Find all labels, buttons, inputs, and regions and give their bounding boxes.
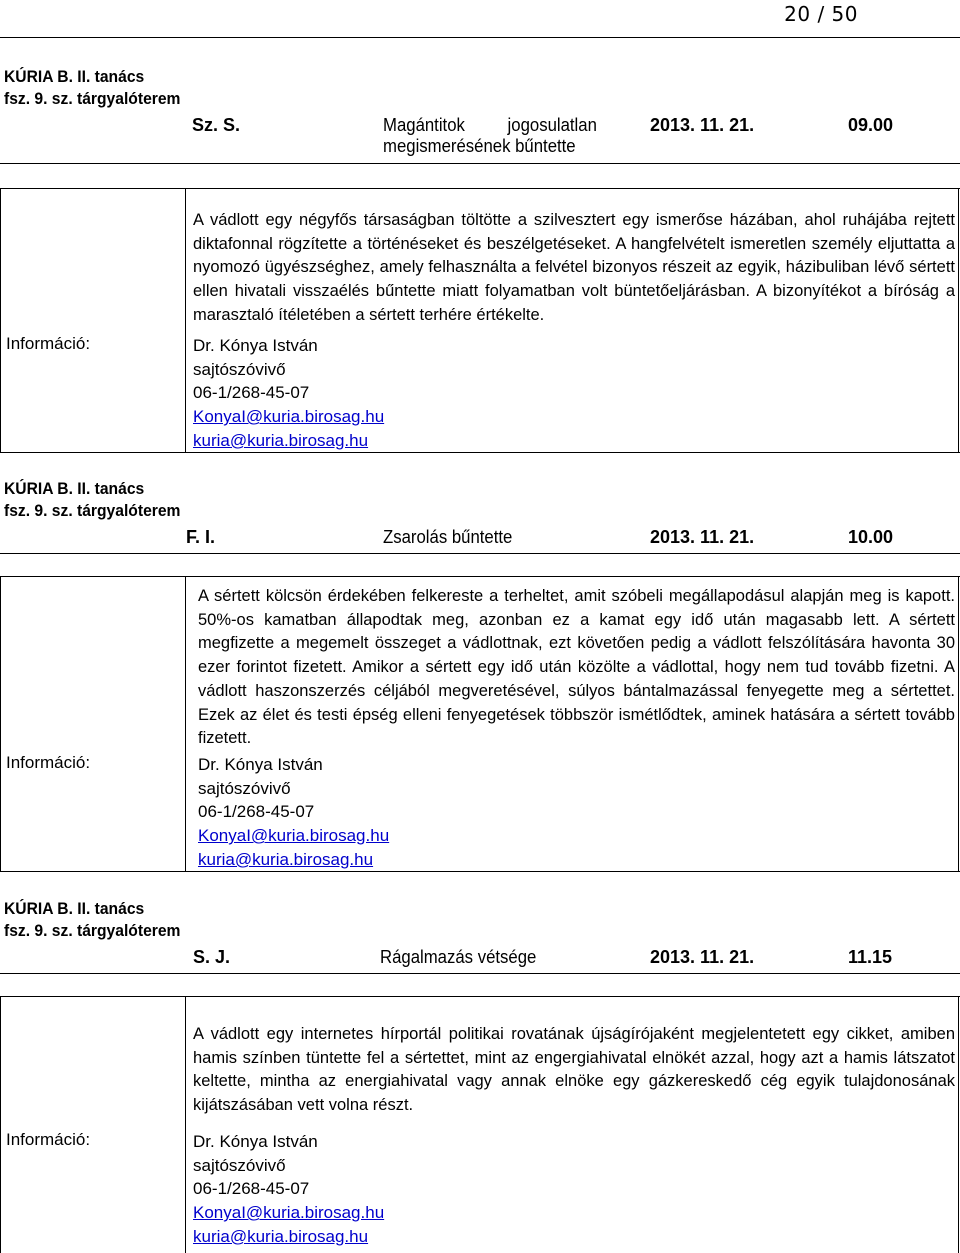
offense: Zsarolás bűntette [383,527,513,547]
contact-role: sajtószóvivő [193,1155,286,1175]
defendant: F. I. [186,527,216,547]
info-box-divider [185,188,186,452]
defendant: Sz. S. [192,115,241,135]
contact-block [193,334,384,453]
offense: Magántitok jogosulatlan megismerésének bűntette [383,115,597,156]
info-box-left-border [0,188,1,452]
contact-role: sajtószóvivő [193,359,286,379]
contact-phone: 06-1/268-45-07 [198,802,315,822]
info-box-bottom-border [0,452,960,453]
contact-email-link[interactable]: KonyaI@kuria.birosag.hu [193,407,385,427]
info-box-top-border [0,188,960,189]
hearing-time: 11.15 [848,947,893,967]
contact-email-link[interactable]: kuria@kuria.birosag.hu [193,430,369,450]
contact-email-link[interactable]: KonyaI@kuria.birosag.hu [193,1203,385,1223]
case-description: A sértett kölcsön érdekében felkereste a terheltet, amit szóbeli megállapodásul alapján meg is kapott. 50%-os kamatban állapodtak meg, azonban ez a kamat egy idő után magasabb lett. A sértett megfizette a megemelt összeget a vádlottnak, ezt követően pedig a vádlott felszólítására havonta 30 ezer forintot fizetett. Amikor a sértett egy idő után közölte a vádlottal, hogy nem tud tovább fizetni. A vádlott haszonszerzés céljából megveretésével, súlyos bántalmazással fenyegette meg a sértettet. Ezek az élet és testi épség elleni fenyegetések többször ismétlődtek, aminek hatására a sértett tovább fizetett. [198,587,955,748]
info-box-left-border [0,576,1,871]
info-box-divider [185,576,186,871]
info-box-right-border [958,996,959,1253]
hearing-time: 10.00 [848,527,894,547]
defendant: S. J. [193,947,231,967]
contact-phone: 06-1/268-45-07 [193,1179,310,1199]
info-box-right-border [958,188,959,452]
contact-email-link[interactable]: kuria@kuria.birosag.hu [198,849,374,869]
contact-email-link[interactable]: KonyaI@kuria.birosag.hu [198,826,390,846]
case-description: A vádlott egy internetes hírportál politikai rovatának újságírójaként megjelentetett egy cikket, amiben hamis színben tüntette fel a sértettet, mint az engergiahivatal elnökét azzal, hogy azt a hamis látszatot keltette, mintha az energiahivatal vagy annak elnöke egy gázkereskedő cég egyik tulajdonosának kijátszásában vett volna részt. [193,1025,955,1115]
courtroom: fsz. 9. sz. tárgyalóterem [4,921,181,940]
hearing-date: 2013. 11. 21. [650,947,755,967]
contact-name: Dr. Kónya István [193,336,318,355]
page-number: 20 / 50 [784,2,858,26]
info-box-divider [185,996,186,1253]
contact-name: Dr. Kónya István [193,1132,318,1151]
hearing-date: 2013. 11. 21. [650,115,755,135]
info-label: Információ: [6,1130,91,1149]
info-box-top-border [0,996,960,997]
info-box-top-border [0,576,960,577]
offense: Rágalmazás vétsége [380,947,537,967]
contact-role: sajtószóvivő [198,778,291,798]
info-box-right-border [958,576,959,871]
info-box-bottom-border [0,871,960,872]
contact-name: Dr. Kónya István [198,755,323,774]
hearing-date: 2013. 11. 21. [650,527,755,547]
hearing-time: 09.00 [848,115,894,135]
divider [0,973,960,974]
courtroom: fsz. 9. sz. tárgyalóterem [4,89,181,108]
court-name: KÚRIA B. II. tanács [4,479,145,498]
divider [0,163,960,164]
contact-block [193,1130,384,1249]
court-name: KÚRIA B. II. tanács [4,67,145,86]
header-rule [0,37,960,38]
contact-email-link[interactable]: kuria@kuria.birosag.hu [193,1226,369,1246]
contact-block [198,753,389,872]
info-label: Információ: [6,334,91,353]
courtroom: fsz. 9. sz. tárgyalóterem [4,501,181,520]
contact-phone: 06-1/268-45-07 [193,383,310,403]
case-description: A vádlott egy négyfős társaságban töltötte a szilvesztert egy ismerőse házában, ahol ruhájába rejtett diktafonnal rögzítette a történéseket és beszélgetéseket. A hangfelvételt ismeretlen személy eljuttatta a nyomozó ügyészséghez, amely felhasználta a felvétel bizonyos részeit az egyik, házibuliban lévő sértett ellen hivatali visszaélés bűntette miatt folyamatban volt büntetőeljárásban. A bizonyítékot a bíróság a marasztaló ítéletében a sértett terhére értékelte. [193,211,955,324]
info-box-left-border [0,996,1,1253]
court-name: KÚRIA B. II. tanács [4,899,145,918]
divider [0,553,960,554]
info-label: Információ: [6,753,91,772]
